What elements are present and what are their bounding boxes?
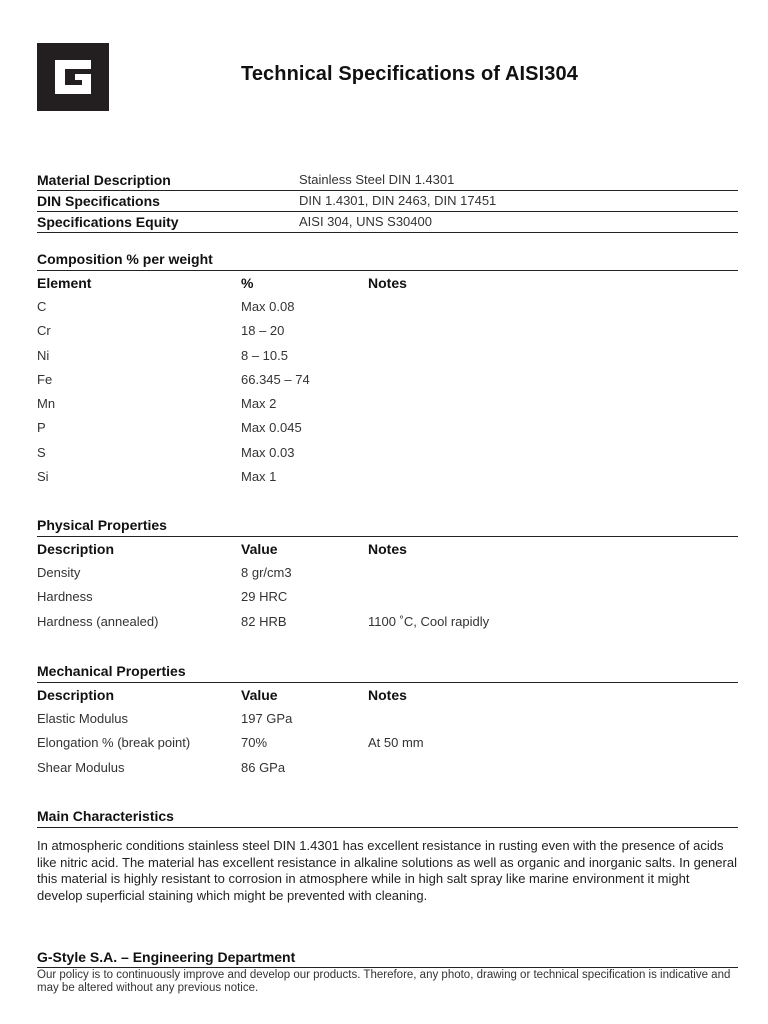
physical-section [37,514,738,634]
spec-label: Material Description [37,172,171,188]
table-row: Hardness 29 HRC [37,589,288,605]
column-header: Notes [368,687,407,703]
spec-row [37,212,738,233]
column-header: Description [37,541,115,557]
table-row: Elastic Modulus 197 GPa [37,711,293,726]
spec-value: DIN 1.4301, DIN 2463, DIN 17451 [299,193,497,208]
column-header: Value [241,541,278,557]
g-logo-icon [37,43,109,111]
column-header: % [241,275,254,291]
characteristics-text: In atmospheric conditions stainless steel DIN 1.4301 has excellent resistance in rusting even with the presence of acids like nitric acid. The material has excellent resistance in alkaline solutions as well as organic and inorganic salts. In general this material is highly resistant to corrosion in atmosphere while in high salt spray like marine environment it might develop superficial staining which might be prevented with cleaning. [37,838,737,903]
spec-row [37,191,738,212]
section-title: Main Characteristics [37,805,738,828]
column-header: Notes [368,275,407,291]
footer-note: Our policy is to continuously improve and develop our products. Therefore, any photo, drawing or technical specification is indicative and may be altered without any previous notice. [37,969,731,994]
spec-table [37,170,738,233]
section-title: Mechanical Properties [37,660,738,683]
table-row: Cr 18 – 20 [37,323,285,339]
composition-section [37,248,738,489]
spec-row [37,170,738,191]
section-title: Physical Properties [37,514,738,537]
spec-value: Stainless Steel DIN 1.4301 [299,172,455,187]
page-title: Technical Specifications of AISI304 [241,63,578,85]
table-row: P Max 0.045 [37,420,302,436]
table-row: Hardness (annealed) 82 HRB 1100 ˚C, Cool rapidly [37,613,490,629]
footer-title: G-Style S.A. – Engineering Department [37,948,738,968]
spec-label: Specifications Equity [37,214,179,230]
section-title: Composition % per weight [37,248,738,271]
footer [37,948,738,995]
spec-label: DIN Specifications [37,193,160,209]
column-header: Description [37,687,115,703]
table-row: Shear Modulus 86 GPa [37,759,286,775]
table-row: Fe 66.345 – 74 [37,371,310,387]
table-row: S Max 0.03 [37,444,295,460]
table-row: C Max 0.08 [37,299,295,314]
table-row: Si Max 1 [37,469,277,485]
table-row: Elongation % (break point) 70% At 50 mm [37,735,424,751]
spec-value: AISI 304, UNS S30400 [299,214,432,229]
mechanical-section [37,660,738,780]
characteristics-section [37,805,738,904]
table-header [37,683,738,707]
table-row: Density 8 gr/cm3 [37,565,292,580]
column-header: Value [241,687,278,703]
table-header [37,271,738,295]
table-row: Ni 8 – 10.5 [37,347,288,363]
table-header [37,537,738,561]
table-row: Mn Max 2 [37,396,277,412]
column-header: Notes [368,541,407,557]
column-header: Element [37,275,92,291]
